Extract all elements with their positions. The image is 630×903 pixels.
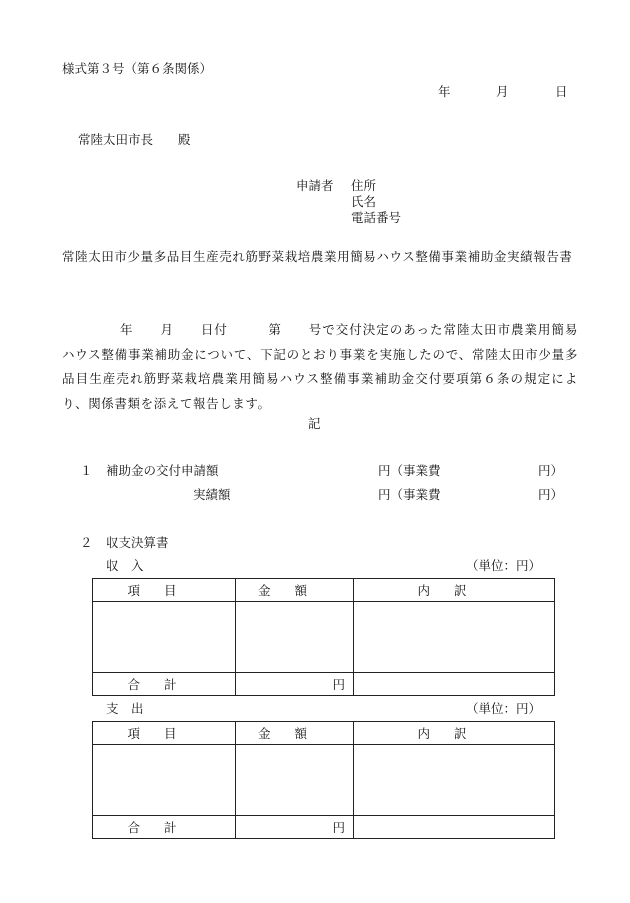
actual-yen-open: 円（事業費: [378, 487, 441, 502]
expense-amount-cell: [236, 745, 354, 816]
body-paragraph: 年 月 日付 第 号で交付決定のあった常陸太田市農業用簡易ハウス整備事業補助金について、下記のとおり事業を実施したので、常陸太田市少量多品目生産売れ筋野菜栽培農業用簡易ハウス整備事業補助金交付要項第６条の規定により、関係書類を添えて報告します。: [62, 322, 578, 411]
expense-total-label: 合計: [93, 816, 236, 839]
income-total-label: 合計: [93, 673, 236, 696]
expense-item-cell: [93, 745, 236, 816]
date-month-label: 月: [496, 84, 509, 99]
actual-amount-label: 実績額: [193, 487, 231, 502]
expense-table: [92, 721, 555, 839]
expense-breakdown-cell: [354, 745, 555, 816]
form-number: 様式第３号（第６条関係）: [62, 61, 213, 76]
table-total-row: [93, 816, 555, 839]
income-title: 収 入: [106, 558, 144, 573]
income-unit: （単位：円）: [466, 558, 542, 573]
section2-title: 収支決算書: [106, 535, 169, 550]
date-day-label: 日: [555, 84, 568, 99]
table-total-row: [93, 673, 555, 696]
applied-amount-label: 補助金の交付申請額: [106, 463, 219, 478]
header-amount: 金額: [236, 722, 354, 745]
ki-heading: 記: [308, 416, 321, 431]
applicant-label: 申請者: [296, 178, 334, 193]
date-year-label: 年: [438, 84, 451, 99]
applicant-phone-label: 電話番号: [351, 210, 402, 225]
document-title: 常陸太田市少量多品目生産売れ筋野菜栽培農業用簡易ハウス整備事業補助金実績報告書: [62, 249, 573, 264]
actual-yen-close: 円）: [538, 487, 564, 502]
section1-number: １: [80, 463, 93, 478]
section2-number: ２: [80, 535, 93, 550]
applied-yen-close: 円）: [538, 463, 564, 478]
table-row: [93, 745, 555, 816]
table-header-row: [93, 722, 555, 745]
table-row: [93, 602, 555, 673]
applicant-name-label: 氏名: [351, 194, 377, 209]
expense-total-breakdown: [354, 816, 555, 839]
expense-unit: （単位：円）: [466, 701, 542, 716]
applied-yen-open: 円（事業費: [378, 463, 441, 478]
income-breakdown-cell: [354, 602, 555, 673]
income-table: [92, 578, 555, 696]
income-item-cell: [93, 602, 236, 673]
header-item: 項目: [93, 722, 236, 745]
income-total-unit: 円: [236, 673, 354, 696]
expense-total-unit: 円: [236, 816, 354, 839]
header-item: 項目: [93, 579, 236, 602]
table-header-row: [93, 579, 555, 602]
income-amount-cell: [236, 602, 354, 673]
applicant-address-label: 住所: [351, 178, 377, 193]
header-breakdown: 内訳: [354, 579, 555, 602]
header-breakdown: 内訳: [354, 722, 555, 745]
addressee: 常陸太田市長 殿: [78, 132, 191, 147]
expense-title: 支 出: [106, 701, 144, 716]
header-amount: 金額: [236, 579, 354, 602]
income-total-breakdown: [354, 673, 555, 696]
